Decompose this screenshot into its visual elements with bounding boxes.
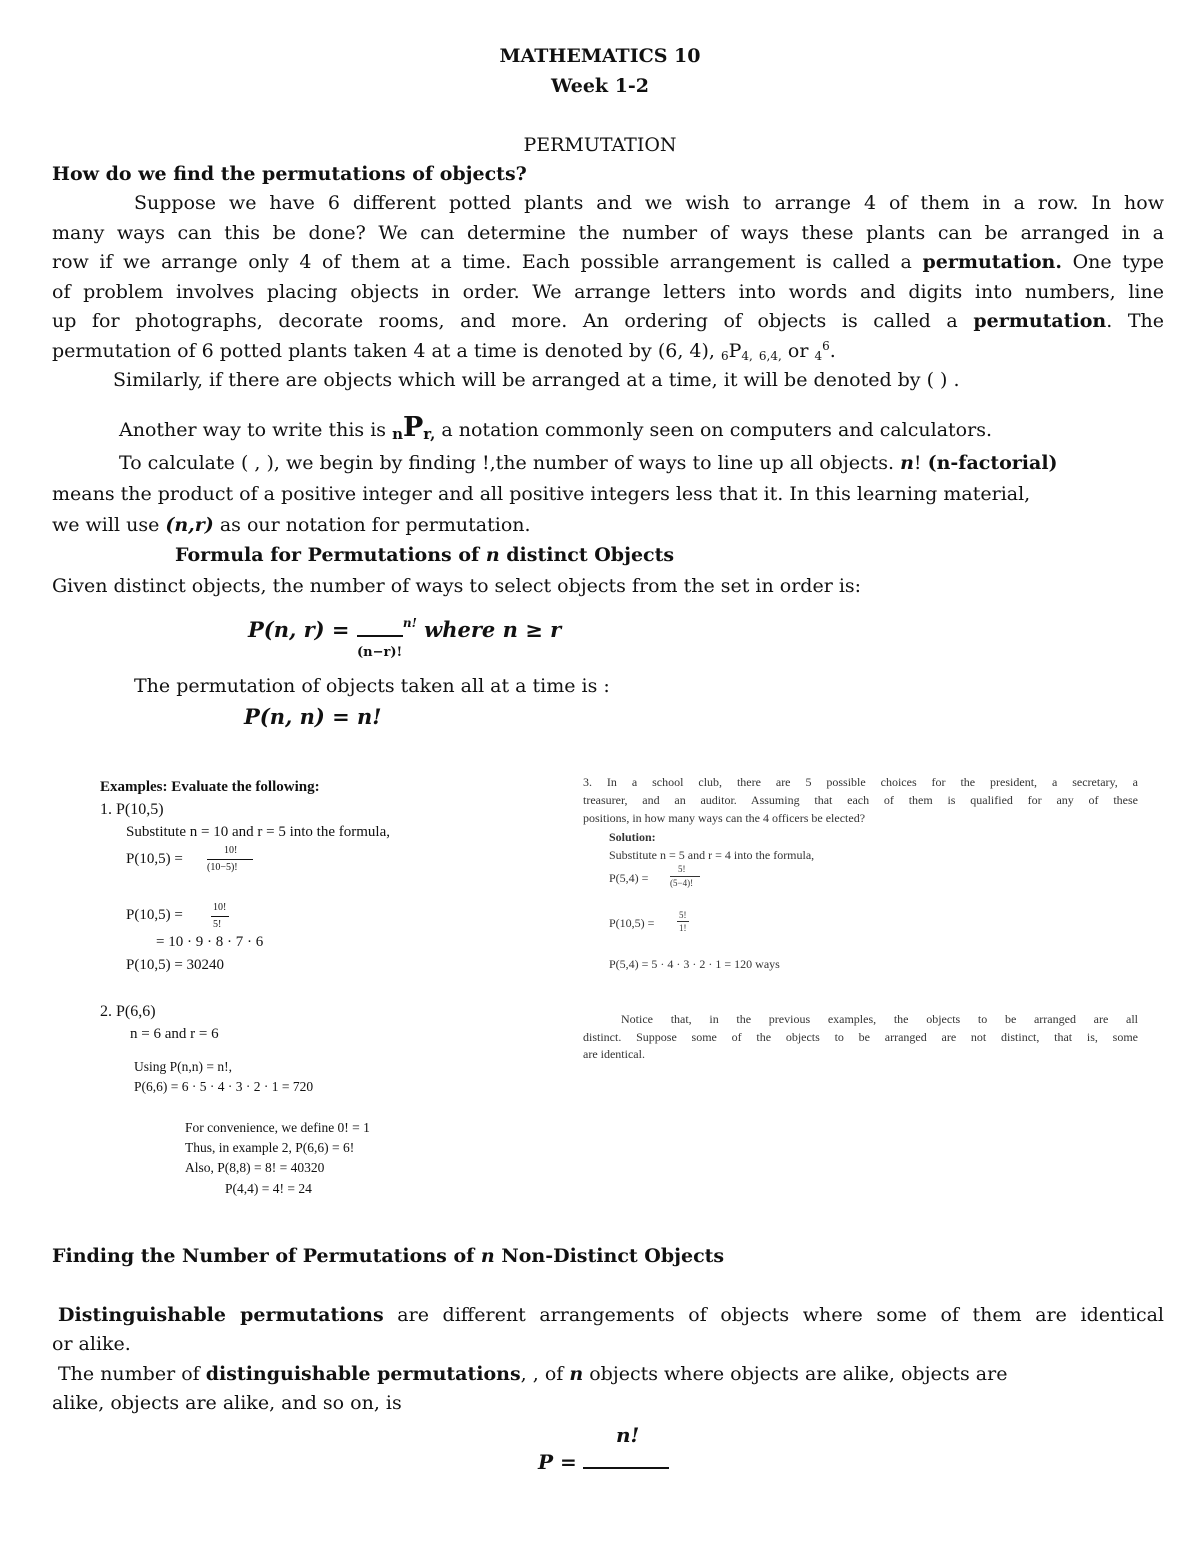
example-line: 3. In a school club, there are 5 possible choices for the president, a secretary, a [583,775,1138,789]
fraction-bar [583,1467,669,1469]
section-title: PERMUTATION [523,134,677,156]
example-line: P(10,5) = [126,907,183,923]
paragraph-line: we will use (n,r) as our notation for permutation. [52,514,531,536]
fraction-numerator: 5! [678,864,686,874]
paragraph-line: Given distinct objects, the number of ways to select objects from the set in order is: [52,575,862,597]
fraction-numerator: 10! [213,902,227,913]
fraction-denominator: (5−4)! [670,878,694,888]
fraction-numerator: 5! [679,910,687,920]
solution-label: Solution: [609,830,656,844]
note-line: P(4,4) = 4! = 24 [225,1181,312,1196]
notice-line: are identical. [583,1047,645,1061]
notice-line: distinct. Suppose some of the objects to be arranged are not distinct, that is, some [583,1030,1138,1044]
example-line: Substitute n = 10 and r = 5 into the formula, [126,824,390,840]
paragraph-line: The permutation of objects taken all at a time is : [134,675,610,697]
paragraph-line: permutation of 6 potted plants taken 4 at a time is denoted by (6, 4), $_6P_{4,}$ $_{6,4,}$ or $_4^6$. [52,339,836,363]
intro-question: How do we find the permutations of objects? [52,163,527,185]
paragraph-line: Similarly, if there are objects which will be arranged at a time, it will be denoted by ( ) . [113,369,960,391]
formula-denominator: (n−r)! [357,645,403,660]
term-distinguishable: distinguishable permutations [205,1363,521,1385]
example-line: P(10,5) = [126,851,183,867]
example-line: P(5,4) = [609,871,649,885]
fraction-numerator: 10! [224,845,238,856]
example-line: P(5,4) = 5 · 4 · 3 · 2 · 1 = 120 ways [609,957,780,971]
example-line: Using P(n,n) = n!, [134,1059,232,1074]
example-line: treasurer, and an auditor. Assuming that each of them is qualified for any of these [583,793,1138,807]
paragraph-line: or alike. [52,1333,131,1355]
fraction-numerator: n! [616,1423,640,1447]
note-line: Also, P(8,8) = 8! = 40320 [185,1160,325,1175]
paragraph-line: means the product of a positive integer and all positive integers less that it. In this learning material, [52,483,1031,505]
paragraph-line: of problem involves placing objects in order. We arrange letters into words and digits into numbers, line [52,281,1164,303]
example-line: Substitute n = 5 and r = 4 into the formula, [609,848,815,862]
nondistinct-heading: Finding the Number of Permutations of n Non-Distinct Objects [52,1245,725,1267]
term-distinguishable: Distinguishable permutations [58,1304,384,1326]
term-permutation: permutation. [922,251,1062,273]
paragraph-line: row if we arrange only 4 of them at a time. Each possible arrangement is called a permutation. One type [52,251,1165,273]
paragraph-line: Another way to write this is $_nP_{r,}$ a notation commonly seen on computers and calculators. [119,412,992,443]
permutation-all-formula: P(n, n) = n! [244,704,382,729]
fraction-denominator: 5! [213,919,222,930]
note-line: Thus, in example 2, P(6,6) = 6! [185,1140,355,1155]
document-title: MATHEMATICS 10 [499,45,701,67]
document-week: Week 1-2 [550,75,650,97]
paragraph-line: The number of distinguishable permutations, , of n objects where objects are alike, objects are [58,1363,1008,1385]
formula-heading: Formula for Permutations of n distinct Objects [175,544,675,566]
fraction-denominator: (10−5)! [207,862,238,873]
paragraph-line: To calculate ( , ), we begin by finding !,the number of ways to line up all objects. n! (n-factorial) [119,452,1058,474]
fraction-denominator: 1! [679,923,687,933]
note-line: For convenience, we define 0! = 1 [185,1120,370,1135]
paragraph-line: Suppose we have 6 different potted plants and we wish to arrange 4 of them in a row. In how [134,192,1164,214]
term-permutation: permutation [973,310,1107,332]
example-line: = 10 · 9 · 8 · 7 · 6 [156,934,264,950]
paragraph-line: up for photographs, decorate rooms, and more. An ordering of objects is called a permutation. The [52,310,1164,332]
example-line: P(6,6) = 6 · 5 · 4 · 3 · 2 · 1 = 720 [134,1079,314,1094]
example-line: positions, in how many ways can the 4 officers be elected? [583,811,866,825]
paragraph-line: alike, objects are alike, and so on, is [52,1392,402,1414]
distinguishable-formula: P = [538,1450,577,1474]
paragraph-line: Distinguishable permutations are different arrangements of objects where some of them are identical [58,1304,1164,1326]
example-line: n = 6 and r = 6 [130,1026,219,1042]
paragraph-line: many ways can this be done? We can determine the number of ways these plants can be arranged in a [52,222,1164,244]
permutation-formula: P(n, r) = $^{n!}$ where n ≥ r [248,616,562,642]
notice-line: Notice that, in the previous examples, the objects to be arranged are all [621,1012,1138,1026]
example-title: 1. P(10,5) [100,801,164,818]
example-line: P(10,5) = [609,916,655,930]
examples-heading: Examples: Evaluate the following: [100,779,320,795]
example-line: P(10,5) = 30240 [126,957,225,973]
example-title: 2. P(6,6) [100,1003,156,1020]
